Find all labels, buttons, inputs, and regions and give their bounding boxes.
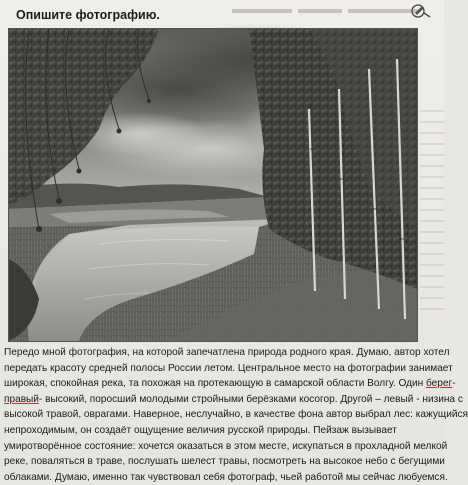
landscape-photo — [8, 28, 418, 342]
essay-line: Передо мной фотография, на которой запечатлена природа родного края. Думаю, автор хотел — [4, 347, 450, 358]
essay-line-text: - — [452, 378, 456, 390]
spellcheck-underlined-word: берег — [426, 378, 453, 390]
essay-line: передать красоту средней полосы России летом. Центральное место на фотографии занимает — [4, 362, 453, 374]
bleed-through-text — [230, 4, 430, 18]
landscape-photo-image — [9, 29, 417, 341]
pencil-icon — [411, 3, 431, 19]
essay-line-text: - высокий, поросший молодыми стройными берёзками косогор. Другой – левый - низина с — [38, 393, 463, 405]
essay-line: облаками. Думаю, именно так чувствовал себя фотограф, чьей работой мы сейчас любуемся. — [4, 471, 448, 483]
essay-line: непроходимым, он создаёт ощущение величия русской природы. Пейзаж вызывает — [4, 424, 397, 436]
essay-line: высокой травой, оврагами. Наверное, неслучайно, в качестве фона автор выбрал лес: кажущийся — [4, 409, 468, 421]
essay-line-text: широкая, спокойная река, та похожая на протекающую в самарской области Волгу. Один — [4, 378, 427, 390]
task-title: Опишите фотографию. — [16, 8, 160, 22]
essay-line — [4, 392, 463, 408]
essay-text — [4, 345, 468, 485]
essay-line: умиротворённое состояние: хочется оказаться в этом месте, искупаться в прохладной мелкой — [4, 440, 448, 452]
spellcheck-underlined-word: правый — [4, 393, 39, 405]
bleed-through-margin — [420, 110, 444, 310]
essay-line: реке, поваляться в траве, послушать шелест травы, посмотреть на высокое небо с бегущими — [4, 456, 445, 468]
essay-line — [4, 376, 456, 392]
